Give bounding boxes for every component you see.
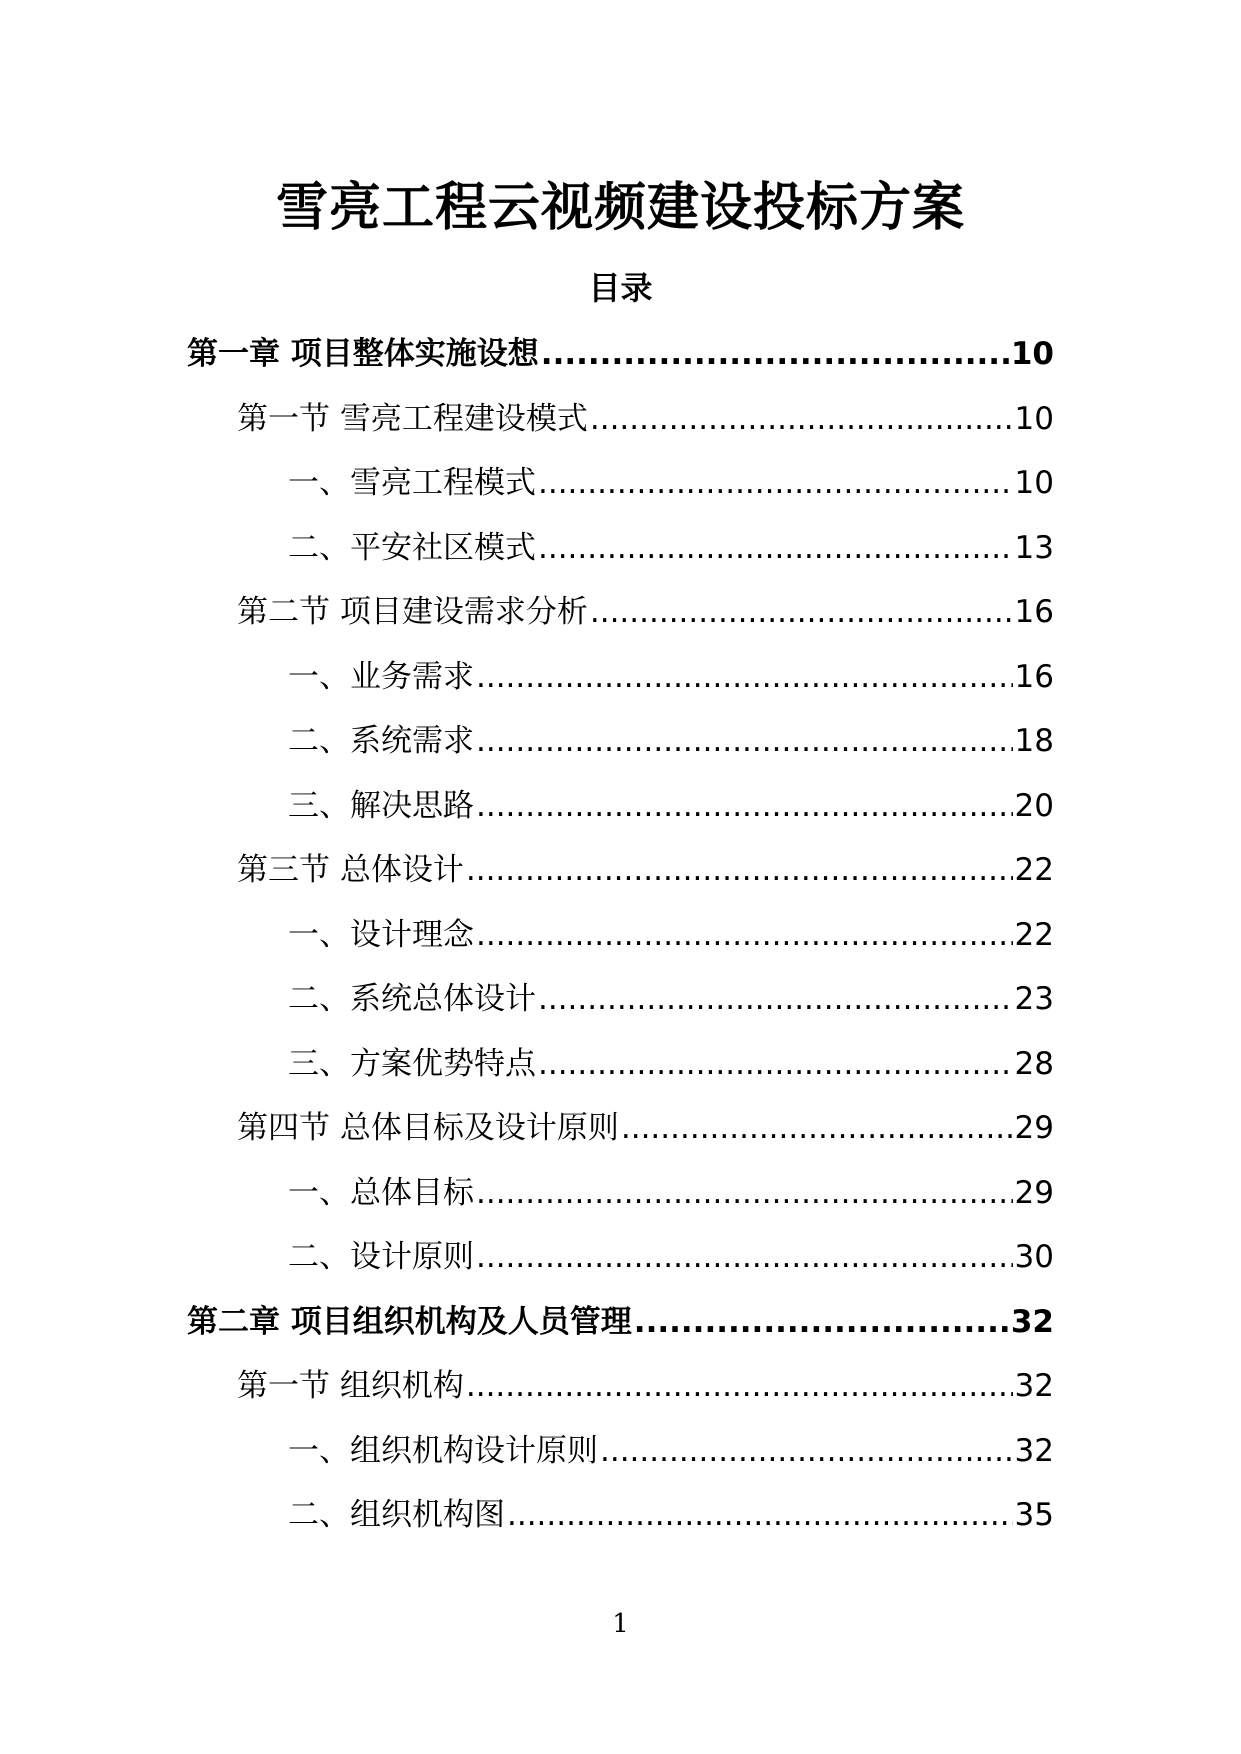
toc-leader-dots — [476, 719, 1013, 763]
toc-entry-text: 二、组织机构图 — [288, 1497, 505, 1533]
toc-entry-page: 32 — [1010, 1303, 1054, 1340]
toc-entry-page: 28 — [1014, 1045, 1054, 1082]
toc-leader-dots — [476, 784, 1013, 828]
toc-entry-page: 16 — [1014, 658, 1054, 695]
toc-entry-text: 一、业务需求 — [288, 658, 474, 695]
toc-entry-page: 18 — [1014, 723, 1054, 759]
toc-entry-page: 22 — [1014, 852, 1054, 888]
toc-entry-text: 二、系统需求 — [288, 723, 474, 759]
toc-leader-dots — [538, 1042, 1013, 1086]
toc-entry-text: 第三节 总体设计 — [237, 852, 464, 888]
toc-entry-text: 三、方案优势特点 — [288, 1045, 536, 1082]
toc-leader-dots — [466, 1364, 1013, 1408]
toc-entry-chapter-2[interactable] — [187, 1296, 1054, 1344]
toc-leader-dots — [541, 332, 1009, 376]
toc-entry-subsection[interactable] — [288, 1167, 1054, 1215]
toc-entry-subsection[interactable] — [288, 457, 1054, 505]
toc-entry-page: 29 — [1014, 1110, 1054, 1146]
toc-leader-dots — [621, 1106, 1013, 1150]
toc-entry-page: 10 — [1010, 336, 1054, 372]
toc-entry-page: 23 — [1014, 981, 1054, 1017]
toc-entry-page: 35 — [1014, 1497, 1054, 1533]
toc-entry-subsection[interactable] — [288, 909, 1054, 957]
toc-entry-subsection[interactable] — [288, 1489, 1054, 1537]
toc-leader-dots — [538, 526, 1013, 570]
toc-entry-subsection[interactable] — [288, 715, 1054, 763]
toc-entry-text: 二、平安社区模式 — [288, 529, 536, 566]
toc-entry-page: 16 — [1014, 594, 1054, 630]
toc-entry-text: 一、雪亮工程模式 — [288, 465, 536, 501]
toc-entry-text: 第二节 项目建设需求分析 — [237, 594, 588, 630]
toc-entry-page: 22 — [1014, 916, 1054, 953]
toc-entry-page: 32 — [1014, 1432, 1054, 1469]
toc-entry-subsection[interactable] — [288, 651, 1054, 699]
toc-leader-dots — [590, 590, 1013, 634]
toc-leader-dots — [634, 1300, 1009, 1344]
document-title: 雪亮工程云视频建设投标方案 — [275, 178, 965, 238]
toc-entry-subsection[interactable] — [288, 973, 1054, 1021]
toc-entry-subsection[interactable] — [288, 780, 1054, 828]
toc-entry-text: 一、设计理念 — [288, 916, 474, 953]
toc-entry-page: 13 — [1014, 529, 1054, 566]
toc-entry-subsection[interactable] — [288, 1038, 1054, 1086]
toc-entry-text: 一、组织机构设计原则 — [288, 1432, 598, 1469]
toc-entry-page: 10 — [1014, 465, 1054, 501]
toc-entry-page: 30 — [1014, 1239, 1054, 1275]
toc-entry-chapter-1[interactable] — [187, 328, 1054, 376]
toc-entry-text: 二、系统总体设计 — [288, 981, 536, 1017]
toc-entry-section[interactable] — [237, 393, 1054, 441]
toc-entry-section[interactable] — [237, 844, 1054, 892]
toc-entry-text: 第一节 雪亮工程建设模式 — [237, 400, 588, 437]
toc-entry-text: 第二章 项目组织机构及人员管理 — [187, 1303, 632, 1340]
toc-leader-dots — [476, 1171, 1013, 1215]
toc-entry-page: 10 — [1014, 400, 1054, 437]
toc-entry-text: 一、总体目标 — [288, 1174, 474, 1211]
toc-entry-subsection[interactable] — [288, 1425, 1054, 1473]
toc-leader-dots — [600, 1429, 1013, 1473]
toc-leader-dots — [590, 397, 1013, 441]
toc-entry-section[interactable] — [237, 1102, 1054, 1150]
toc-leader-dots — [476, 913, 1013, 957]
page-number: 1 — [612, 1609, 629, 1639]
toc-leader-dots — [507, 1493, 1013, 1537]
toc-entry-section[interactable] — [237, 586, 1054, 634]
toc-entry-text: 第四节 总体目标及设计原则 — [237, 1110, 619, 1146]
toc-leader-dots — [538, 977, 1013, 1021]
toc-entry-page: 32 — [1014, 1368, 1054, 1404]
toc-entry-text: 第一节 组织机构 — [237, 1368, 464, 1404]
toc-entry-text: 二、设计原则 — [288, 1239, 474, 1275]
toc-entry-subsection[interactable] — [288, 1231, 1054, 1279]
toc-entry-subsection[interactable] — [288, 522, 1054, 570]
toc-leader-dots — [466, 848, 1013, 892]
toc-leader-dots — [538, 461, 1013, 505]
toc-leader-dots — [476, 1235, 1013, 1279]
toc-heading: 目录 — [588, 269, 653, 307]
toc-entry-text: 三、解决思路 — [288, 787, 474, 824]
toc-entry-section[interactable] — [237, 1360, 1054, 1408]
toc-entry-page: 20 — [1014, 787, 1054, 824]
toc-leader-dots — [476, 655, 1013, 699]
toc-entry-text: 第一章 项目整体实施设想 — [187, 336, 539, 372]
toc-entry-page: 29 — [1014, 1174, 1054, 1211]
